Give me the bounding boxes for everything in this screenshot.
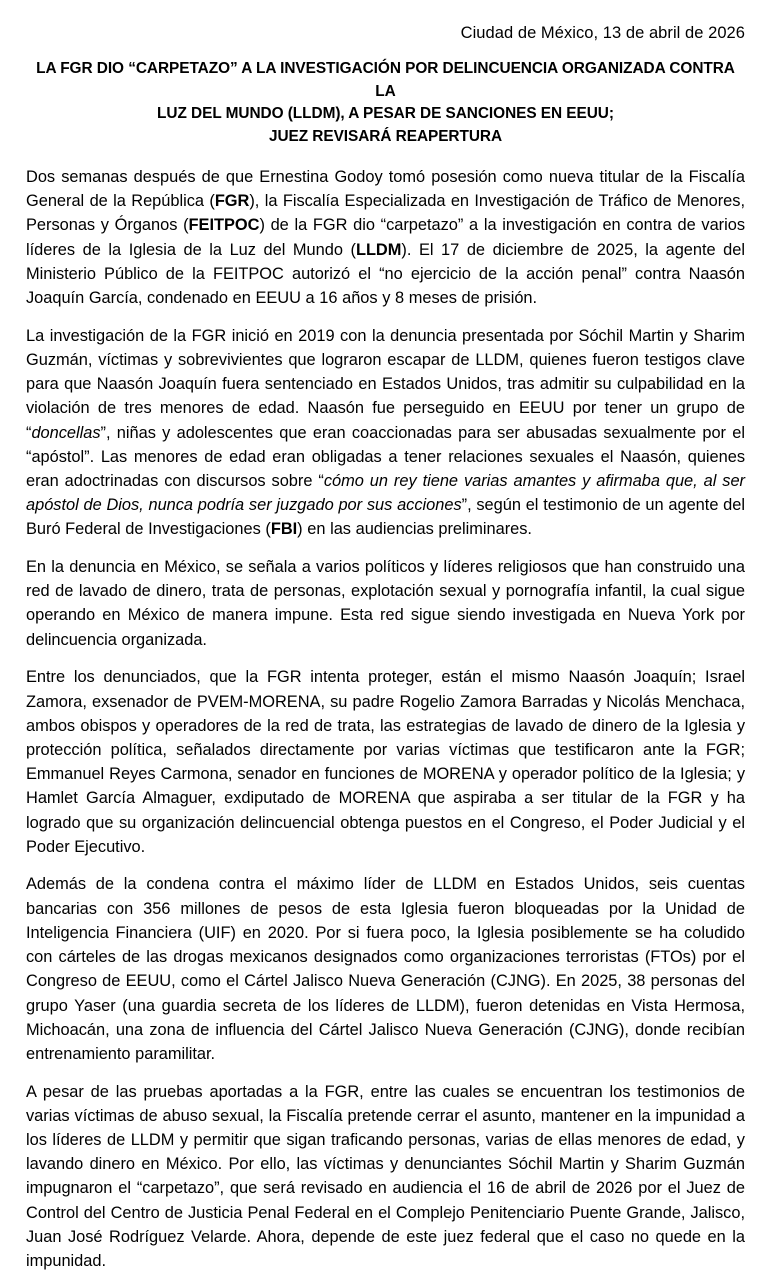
- page-title: [30, 58, 741, 148]
- body-paragraph: Dos semanas después de que Ernestina Godoy tomó posesión como nueva titular de la Fiscalía General de la República (FGR), la Fiscalía Especializada en Investigación de Tráfico de Menores, Personas y Órganos (FEITPOC) de la FGR dio “carpetazo” a la investigación en contra de varios líderes de la Iglesia de la Luz del Mundo (LLDM). El 17 de diciembre de 2025, la agente del Ministerio Público de la FEITPOC autorizó el “no ejercicio de la acción penal” contra Naasón Joaquín García, condenado en EEUU a 16 años y 8 meses de prisión.: [26, 168, 745, 308]
- dateline: Ciudad de México, 13 de abril de 2026: [460, 24, 745, 42]
- page-title-line-3: JUEZ REVISARÁ REAPERTURA: [268, 127, 503, 145]
- body-paragraph: La investigación de la FGR inició en 2019 con la denuncia presentada por Sóchil Martin y Sharim Guzmán, víctimas y sobrevivientes que lograron escapar de LLDM, quienes fueron testigos clave para que Naasón Joaquín fuera sentenciado en Estados Unidos, tras admitir su culpabilidad en la violación de tres menores de edad. Naasón fue perseguido en EEUU por tener un grupo de “doncellas”, niñas y adolescentes que eran coaccionadas para ser abusadas sexualmente por el “apóstol”. Las menores de edad eran obligadas a tener relaciones sexuales el Naasón, quienes eran adoctrinadas con discursos sobre “cómo un rey tiene varias amantes y afirmaba que, al ser apóstol de Dios, nunca podría ser juzgado por sus acciones”, según el testimonio de un agente del Buró Federal de Investigaciones (FBI) en las audiencias preliminares.: [26, 326, 745, 539]
- body-paragraph: En la denuncia en México, se señala a varios políticos y líderes religiosos que han construido una red de lavado de dinero, trata de personas, explotación sexual y pornografía infantil, la cual sigue operando en México de manera impune. Esta red sigue siendo investigada en Nueva York por delincuencia organizada.: [26, 558, 745, 649]
- page-title-line-2: LUZ DEL MUNDO (LLDM), A PESAR DE SANCIONES EN EEUU;: [157, 105, 614, 122]
- body-paragraph: Entre los denunciados, que la FGR intenta proteger, están el mismo Naasón Joaquín; Israel Zamora, exsenador de PVEM-MORENA, su padre Rogelio Zamora Barradas y Nicolás Menchaca, ambos obispos y operadores de la red de trata, las estrategias de lavado de dinero de la Iglesia y protección política, señalados directamente por varias víctimas que testificaron ante la FGR; Emmanuel Reyes Carmona, senador en funciones de MORENA y operador político de la Iglesia; y Hamlet García Almaguer, exdiputado de MORENA que aspiraba a ser titular de la FGR y ha logrado que su organización delincuencial obtenga puestos en el Congreso, el Poder Judicial y el Poder Ejecutivo.: [26, 668, 745, 856]
- page-title-line-1: LA FGR DIO “CARPETAZO” A LA INVESTIGACIÓN POR DELINCUENCIA ORGANIZADA CONTRA LA: [36, 60, 735, 100]
- body-paragraph: A pesar de las pruebas aportadas a la FGR, entre las cuales se encuentran los testimonios de varias víctimas de abuso sexual, la Fiscalía pretende cerrar el asunto, mantener en la impunidad a los líderes de LLDM y permitir que sigan traficando personas, varias de ellas menores de edad, y lavando dinero en México. Por ello, las víctimas y denunciantes Sóchil Martin y Sharim Guzmán impugnaron el “carpetazo”, que será revisado en audiencia el 16 de abril de 2026 por el Juez de Control del Centro de Justicia Penal Federal en el Complejo Penitenciario Puente Grande, Jalisco, Juan José Rodríguez Velarde. Ahora, depende de este juez federal que el caso no quede en la impunidad.: [26, 1082, 745, 1271]
- body-paragraph: Además de la condena contra el máximo líder de LLDM en Estados Unidos, seis cuentas bancarias con 356 millones de pesos de esta Iglesia fueron bloqueadas por la Unidad de Inteligencia Financiera (UIF) en 2020. Por si fuera poco, la Iglesia posiblemente se ha coludido con cárteles de las drogas mexicanos designados como organizaciones terroristas (FTOs) por el Congreso de EEUU, como el Cártel Jalisco Nueva Generación (CJNG). En 2025, 38 personas del grupo Yaser (una guardia secreta de los líderes de LLDM), fueron detenidas en Vista Hermosa, Michoacán, una zona de influencia del Cártel Jalisco Nueva Generación (CJNG), donde recibían entrenamiento paramilitar.: [26, 875, 745, 1063]
- document-body: [26, 165, 745, 1273]
